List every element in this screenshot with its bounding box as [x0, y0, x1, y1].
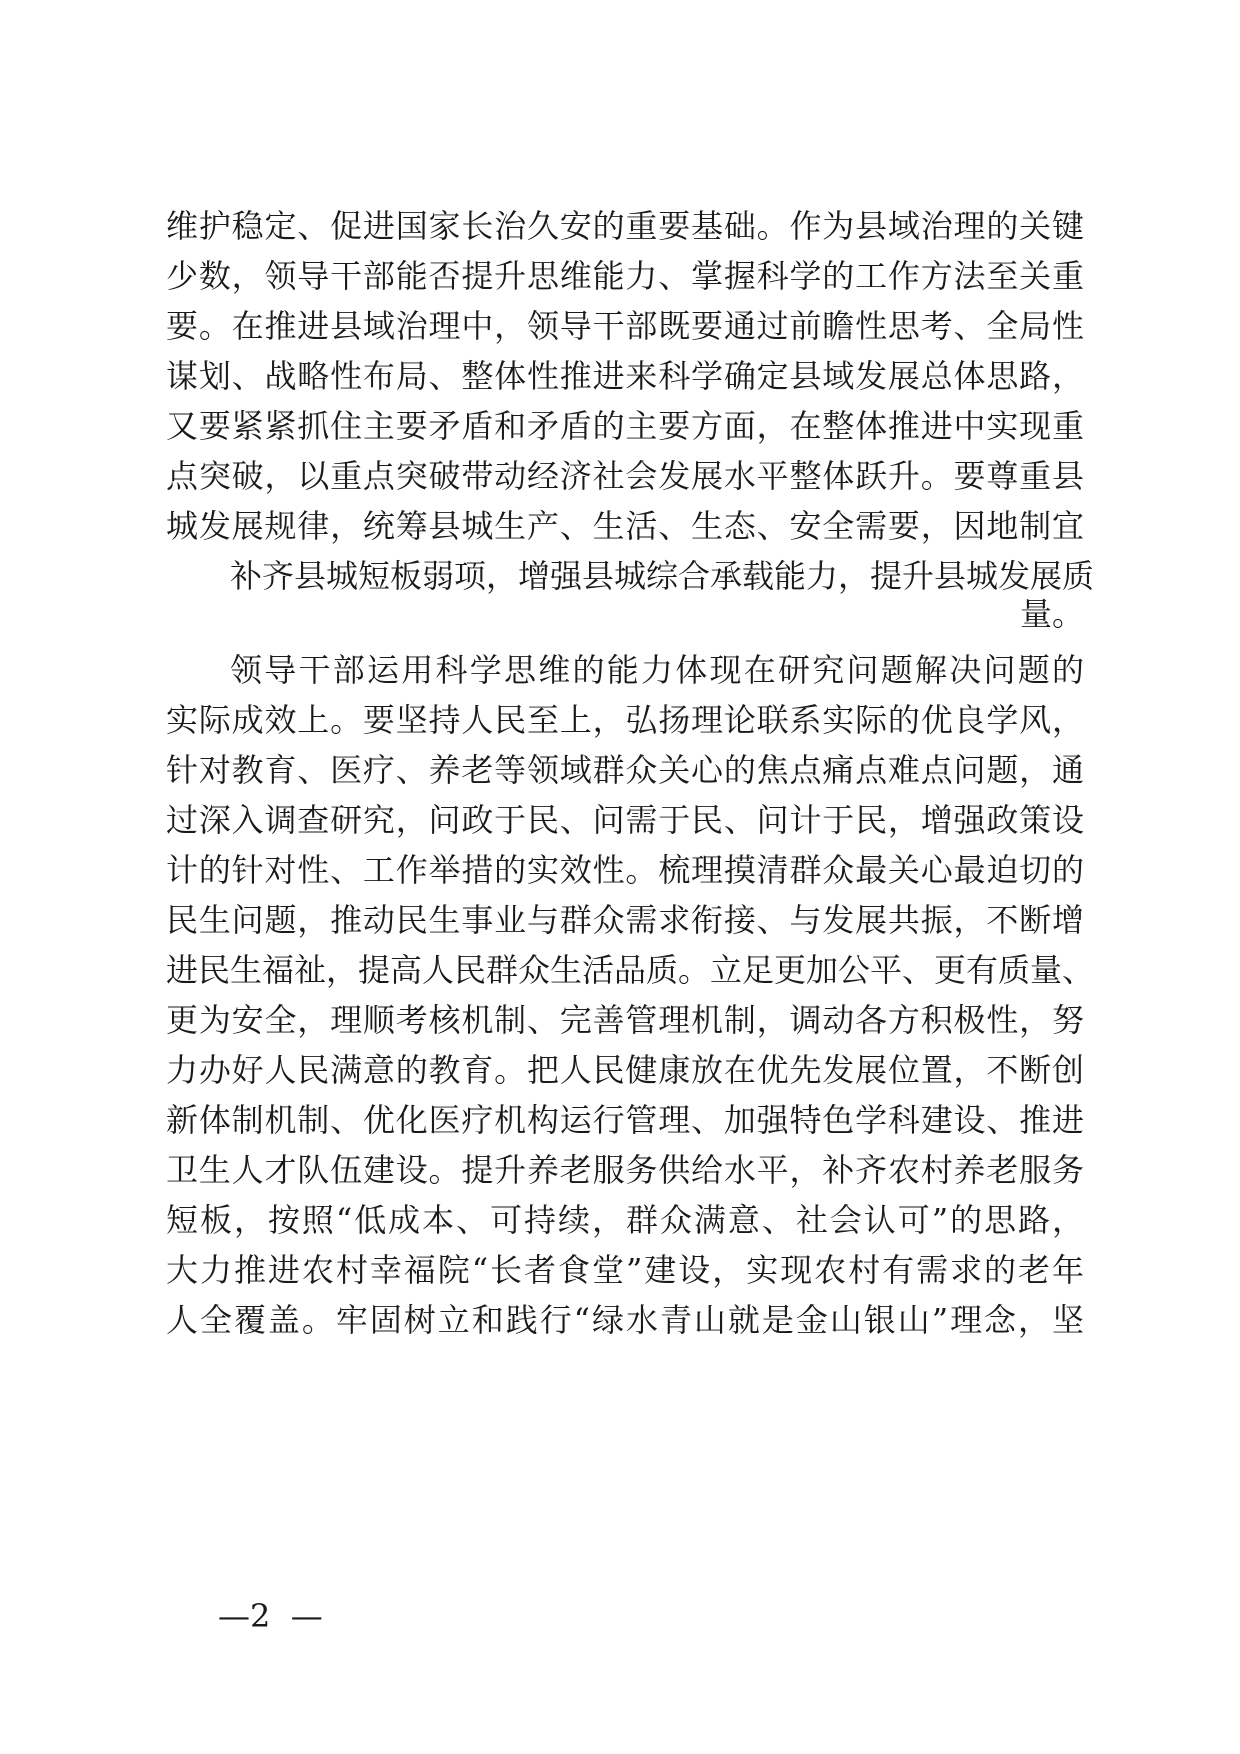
paragraph-3-line-11: 卫生人才队伍建设。提升养老服务供给水平，补齐农村养老服务	[166, 1151, 1084, 1189]
paragraph-1-line-6: 点突破，以重点突破带动经济社会发展水平整体跃升。要尊重县	[166, 457, 1084, 495]
paragraph-1-line-2: 少数，领导干部能否提升思维能力、掌握科学的工作方法至关重	[166, 257, 1084, 295]
paragraph-3-line-10: 新体制机制、优化医疗机构运行管理、加强特色学科建设、推进	[166, 1101, 1084, 1139]
paragraph-1-line-3: 要。在推进县域治理中，领导干部既要通过前瞻性思考、全局性	[166, 307, 1084, 345]
paragraph-3-line-8: 更为安全，理顺考核机制、完善管理机制，调动各方积极性，努	[166, 1001, 1084, 1039]
paragraph-3-line-14: 人全覆盖。牢固树立和践行“绿水青山就是金山银山”理念，坚	[166, 1301, 1084, 1339]
paragraph-3-line-5: 计的针对性、工作举措的实效性。梳理摸清群众最关心最迫切的	[166, 851, 1084, 889]
paragraph-3-line-3: 针对教育、医疗、养老等领域群众关心的焦点痛点难点问题，通	[166, 751, 1084, 789]
paragraph-1-line-5: 又要紧紧抓住主要矛盾和矛盾的主要方面，在整体推进中实现重	[166, 407, 1084, 445]
paragraph-3-line-1: 领导干部运用科学思维的能力体现在研究问题解决问题的	[230, 651, 1084, 689]
paragraph-3-line-7: 进民生福祉，提高人民群众生活品质。立足更加公平、更有质量、	[166, 951, 1095, 989]
paragraph-1-line-7: 城发展规律，统筹县城生产、生活、生态、安全需要，因地制宜	[166, 507, 1084, 545]
paragraph-3-line-12: 短板，按照“低成本、可持续，群众满意、社会认可”的思路，	[166, 1201, 1084, 1239]
paragraph-3-line-9: 力办好人民满意的教育。把人民健康放在优先发展位置，不断创	[166, 1051, 1084, 1089]
paragraph-1-line-1: 维护稳定、促进国家长治久安的重要基础。作为县域治理的关键	[166, 207, 1084, 245]
paragraph-3-line-2: 实际成效上。要坚持人民至上，弘扬理论联系实际的优良学风，	[166, 701, 1084, 739]
paragraph-3-line-6: 民生问题，推动民生事业与群众需求衔接、与发展共振，不断增	[166, 901, 1084, 939]
page-number: —2 —	[218, 1597, 323, 1635]
paragraph-3-line-13: 大力推进农村幸福院“长者食堂”建设，实现农村有需求的老年	[166, 1251, 1084, 1289]
paragraph-2-line-2: 量。	[1019, 595, 1084, 633]
paragraph-3-line-4: 过深入调查研究，问政于民、问需于民、问计于民，增强政策设	[166, 801, 1084, 839]
paragraph-1-line-4: 谋划、战略性布局、整体性推进来科学确定县域发展总体思路，	[166, 357, 1084, 395]
paragraph-2-line-1: 补齐县城短板弱项，增强县城综合承载能力，提升县城发展质	[230, 557, 1095, 595]
